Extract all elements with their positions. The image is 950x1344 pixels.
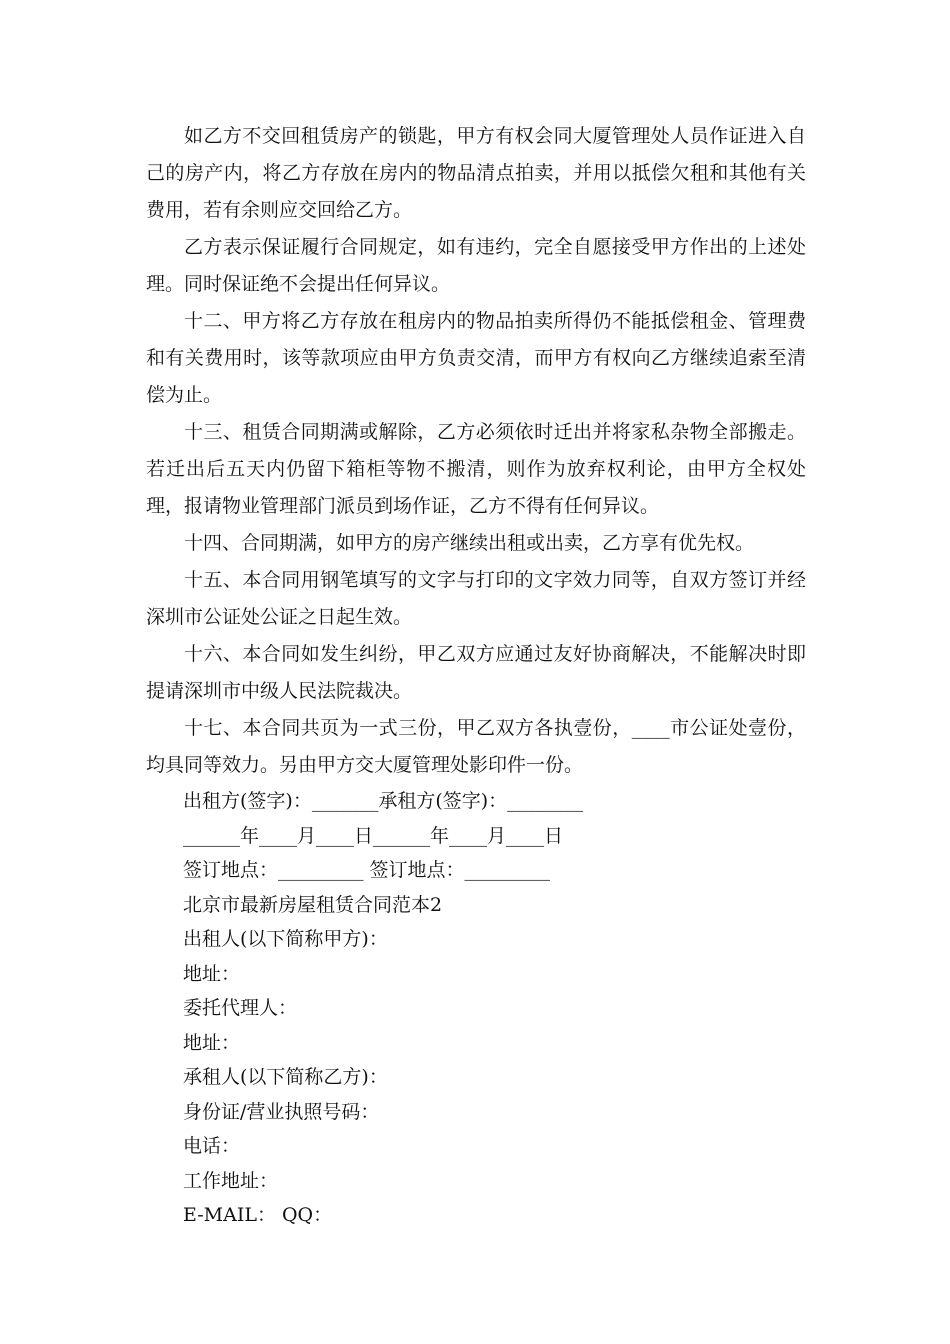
phone-line: 电话： [183, 1135, 241, 1157]
paragraph: 十三、租赁合同期满或解除，乙方必须依时迁出并将家私杂物全部搬走。若迁出后五天内仍留下箱柜等物不搬清，则作为放弃权利论，由甲方全权处理，报请物业管理部门派员到场作证，乙方不得有任何异议。 [146, 421, 806, 517]
work-address-line: 工作地址： [183, 1169, 279, 1192]
paragraph: 乙方表示保证履行合同规定，如有违约，完全自愿接受甲方作出的上述处理。同时保证绝不会提出任何异议。 [146, 236, 806, 295]
paragraph: 十七、本合同共页为一式三份，甲乙双方各执壹份，____市公证处壹份，均具同等效力。另由甲方交大厦管理处影印件一份。 [146, 717, 806, 776]
document-body [146, 118, 806, 1233]
signature-line: 出租方(签字)：_______承租方(签字)：________ [183, 790, 584, 812]
id-number-line: 身份证/营业执照号码： [183, 1100, 380, 1123]
lessee-line: 承租人(以下简称乙方)： [183, 1066, 388, 1088]
lessor-line: 出租人(以下简称甲方)： [183, 928, 388, 950]
paragraph: 十四、合同期满，如甲方的房产继续出租或出卖，乙方享有优先权。 [184, 532, 755, 554]
agent-line: 委托代理人： [183, 997, 298, 1019]
paragraph: 十五、本合同用钢笔填写的文字与打印的文字效力同等，自双方签订并经深圳市公证处公证之日起生效。 [146, 569, 806, 628]
paragraph: 十二、甲方将乙方存放在租房内的物品拍卖所得仍不能抵偿租金、管理费和有关费用时，该等款项应由甲方负责交清，而甲方有权向乙方继续追索至清偿为止。 [146, 310, 806, 406]
address-line: 地址： [183, 1031, 241, 1054]
paragraph: 如乙方不交回租赁房产的锁匙，甲方有权会同大厦管理处人员作证进入自己的房产内，将乙方存放在房内的物品清点拍卖，并用以抵偿欠租和其他有关费用，若有余则应交回给乙方。 [146, 125, 806, 221]
template-title: 北京市最新房屋租赁合同范本2 [183, 893, 443, 916]
address-line: 地址： [183, 962, 241, 985]
signing-location-line: 签订地点：_________ 签订地点：_________ [183, 859, 551, 881]
date-line: ______年____月____日______年____月____日 [183, 824, 564, 847]
paragraph: 十六、本合同如发生纠纷，甲乙双方应通过友好协商解决，不能解决时即提请深圳市中级人民法院裁决。 [146, 643, 806, 702]
email-qq-line: E-MAIL： QQ： [183, 1204, 333, 1226]
signature-and-template-lines [146, 784, 806, 1233]
